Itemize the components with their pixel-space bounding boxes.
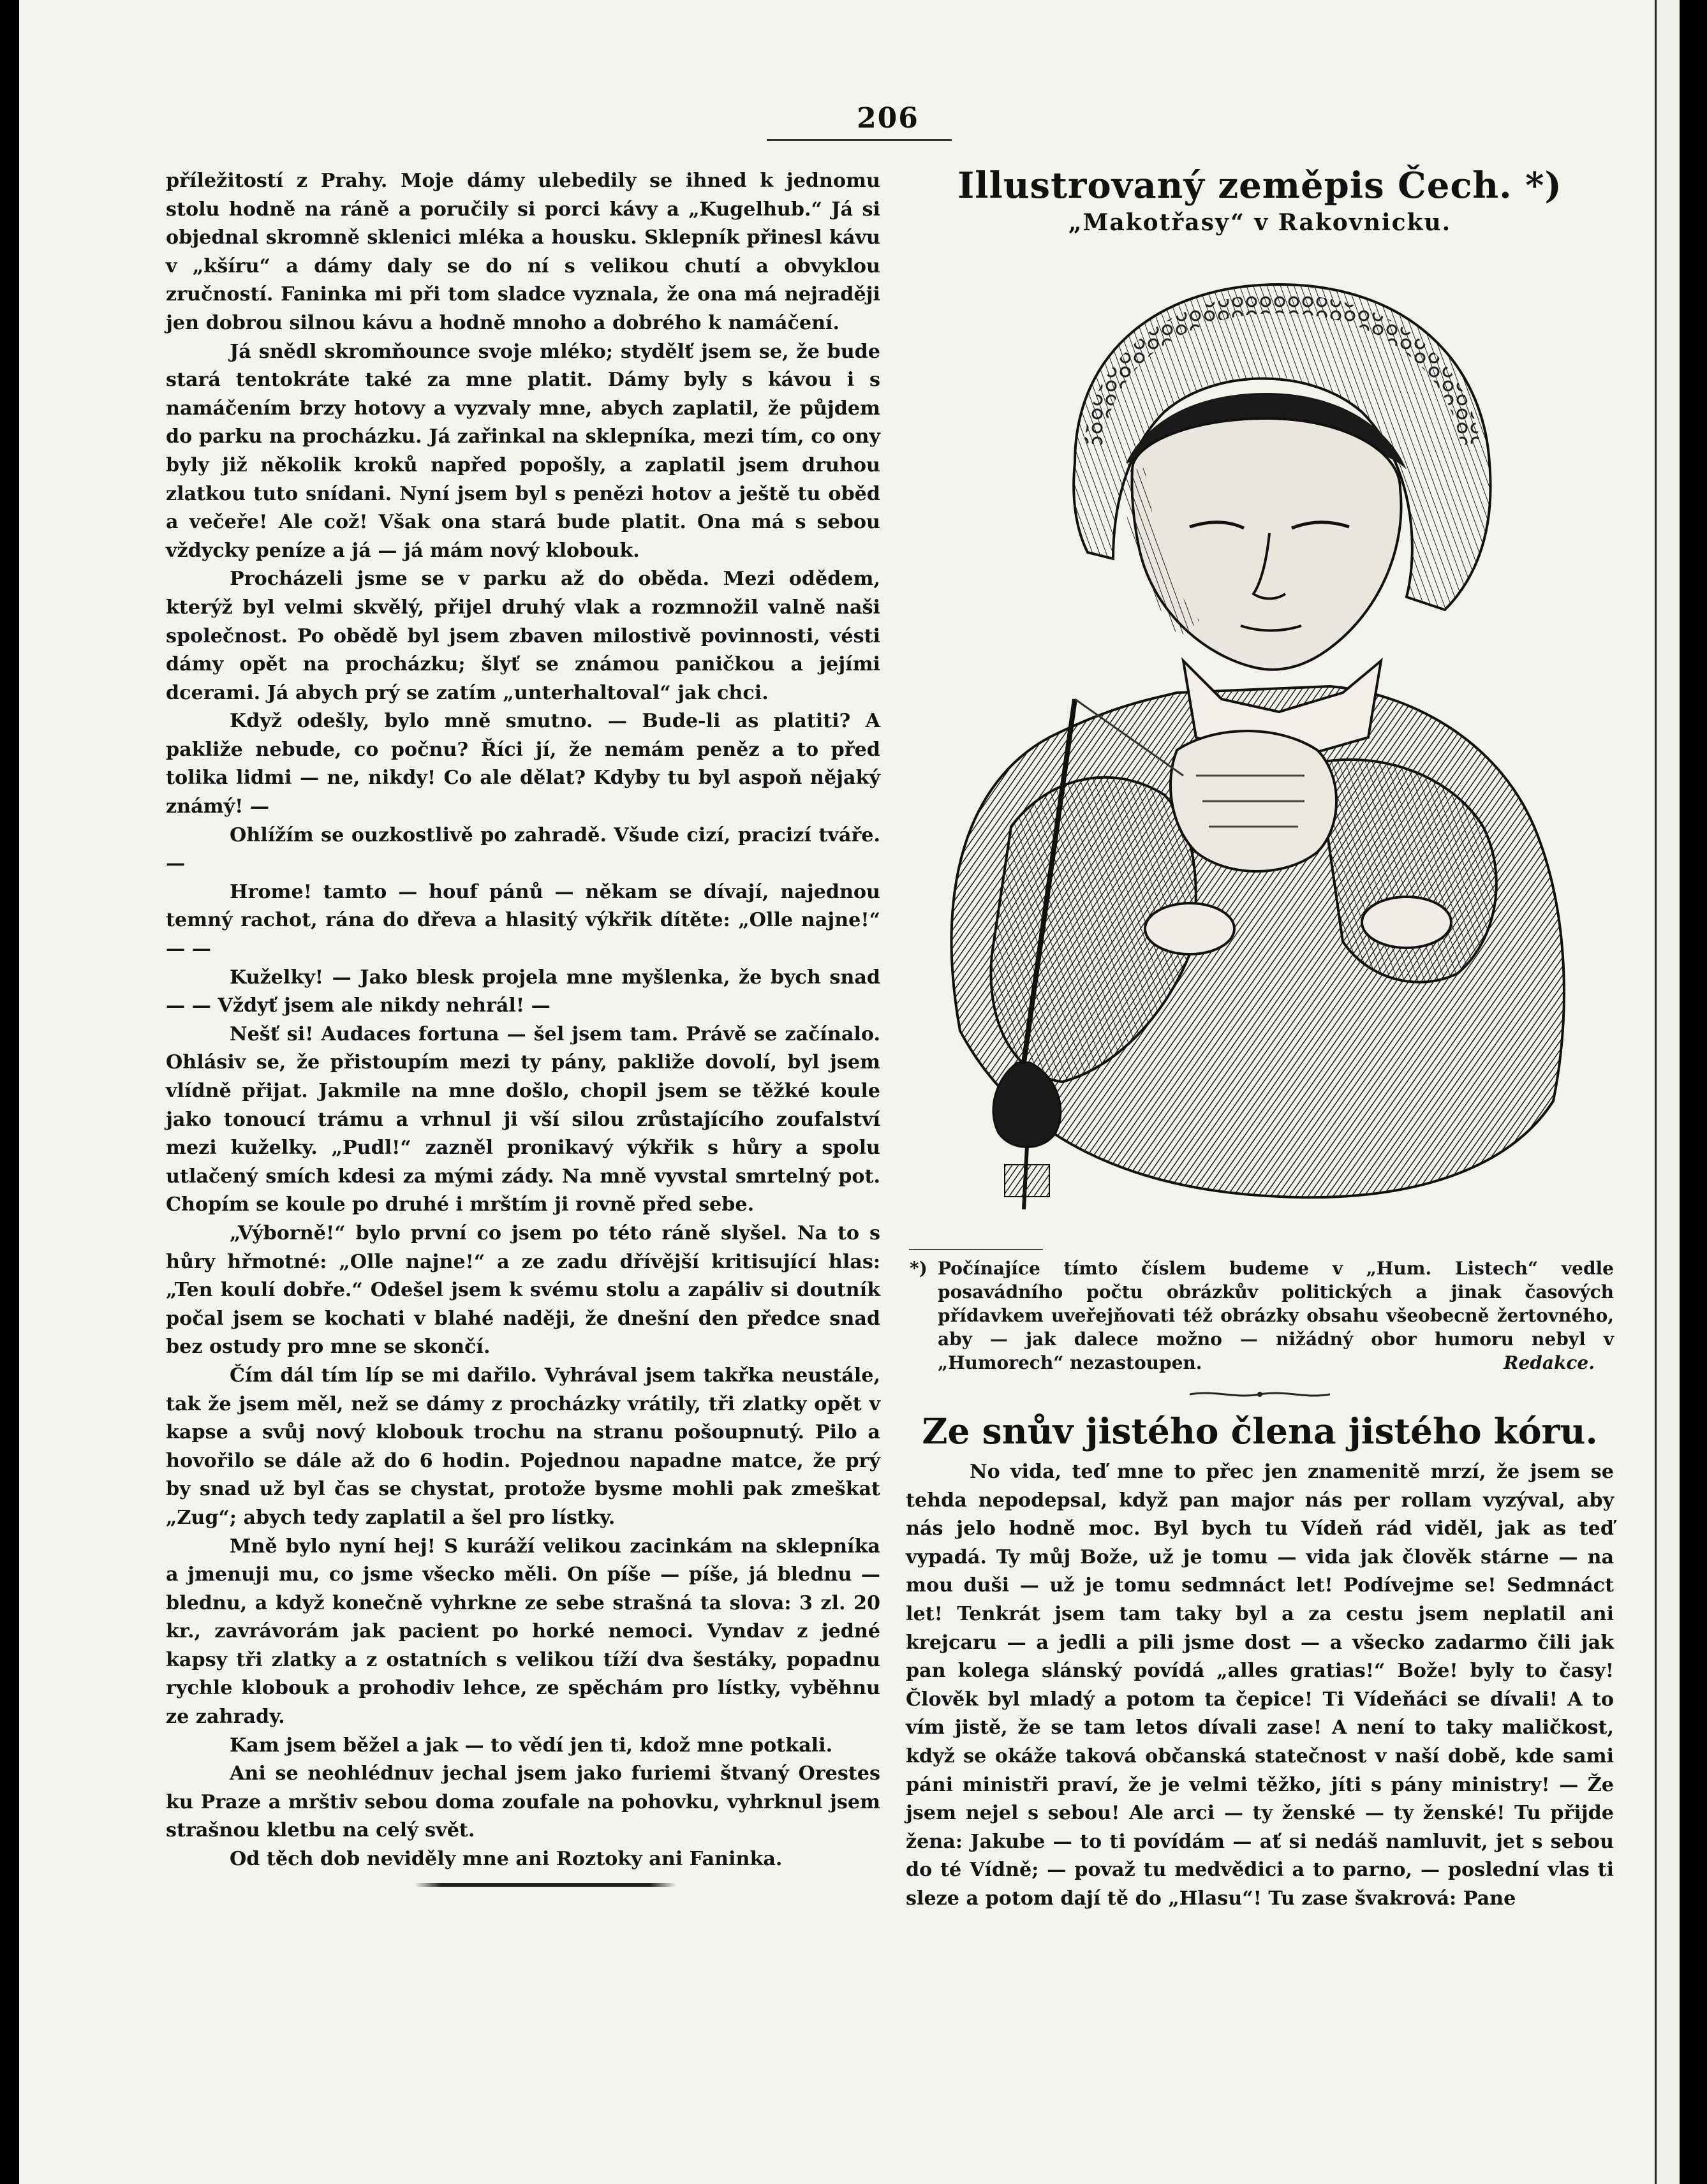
section-title: Illustrovaný zeměpis Čech. *) — [957, 165, 1562, 207]
story-paragraph: Kuželky! — Jako blesk projela mne myšlenka, že bych snad — — Vždyť jsem ale nikdy nehrál! — — [166, 966, 880, 1017]
story-paragraph: Nešť si! Audaces fortuna — šel jsem tam. Právě se začínalo. Ohlásiv se, že přistoupím mezi ty pány, pakliže dovolí, byl jsem vlídně přijat. Jakmile na mne došlo, chopil jsem se těžké koule jako tonoucí trámu a vrhnul ji vší silou zrůstajícího zoufalství mezi kuželky. „Pudl!“ zazněl pronikavý výkřik s hůry a spolu utlačený smích kdesi za mými zády. Na mně vyvstal smrtelný pot. Chopím se koule po druhé i mrštím ji rovně před sebe. — [166, 1022, 880, 1216]
story-paragraph: příležitostí z Prahy. Moje dámy ulebedily se ihned k jednomu stolu hodně na ráně a poručily si porci kávy a „Kugelhub.“ Já si objednal skromně sklenici mléka a housku. Sklepník přinesl kávu v „kšíru“ a dámy daly se do ní s velikou chutí a obvyklou zručností. Faninka mi při tom sladce vyznala, že ona má nejraději jen dobrou silnou kávu a hodně mnoho a dobrého k namáčení. — [166, 170, 880, 334]
end-ornament-rule — [415, 1883, 676, 1887]
story-paragraph: Ohlížím se ouzkostlivě po zahradě. Všude cizí, pracizí tváře. — — [166, 823, 880, 875]
left-column-story — [166, 167, 880, 1887]
article-title: Ze snův jistého člena jistého kóru. — [922, 1410, 1598, 1452]
story-paragraph: Mně bylo nyní hej! S kuráží velikou zacinkám na sklepníka a jmenuji mu, co jsme všecko měli. On píše — píše, já blednu — blednu, a když konečně vyhrkne ze sebe strašná ta slova: 3 zl. 20 kr., zavrávorám jak pacient po horké nemoci. Vyndav z jedné kapsy tři zlatky a z ostatních s velikou tíží dva šestáky, popadnu rychle klobouk a prohodiv lehce, ze spěchám pro lístky, vyběhnu ze zahrady. — [166, 1535, 880, 1729]
story-paragraph: Hrome! tamto — houf pánů — někam se dívají, najednou temný rachot, rána do dřeva a hlasitý výkřik dítěte: „Olle najne!“ — — — [166, 880, 880, 961]
footnote-signature: Redakce. — [1504, 1352, 1595, 1373]
footnote-mark: *) — [910, 1258, 927, 1279]
newspaper-page — [19, 0, 1671, 2184]
page-edge — [1655, 0, 1680, 2184]
story-paragraph: Ani se neohlédnuv jechal jsem jako furiemi štvaný Orestes ku Praze a mrštiv sebou doma zoufale na pohovku, vyhrknul jsem strašnou kletbu na celý svět. — [166, 1762, 880, 1842]
story-paragraph: Procházeli jsme se v parku až do oběda. Mezi odědem, kterýž byl velmi skvělý, přijel druhý vlak a rozmnožil valně naši společnost. Po obědě byl jsem zbaven milostivě povinnosti, vésti dámy opět na procházku; šlyť se známou paničkou a jejími dcerami. Já abych prý se zatím „unterhaltoval“ jak chci. — [166, 568, 880, 704]
spinning-woman-engraving — [922, 253, 1598, 1235]
ornamental-separator — [1190, 1390, 1330, 1399]
story-paragraph: Od těch dob neviděly mne ani Roztoky ani Faninka. — [230, 1848, 783, 1871]
section-subtitle: „Makotřasy“ v Rakovnicku. — [1068, 209, 1452, 236]
page-number: 206 — [857, 102, 919, 135]
footnote-text: Počínajíce tímto číslem budeme v „Hum. Listech“ vedle posavádního počtu obrázkův politických a jinak časových přídavkem uveřejňovati též obrázky obsahu všeobecně žertovného, aby — jak dalece možno — nižádný obor humoru nebyl v „Humorech“ nezastoupen. — [938, 1258, 1614, 1373]
right-column — [906, 159, 1614, 1914]
footnote-rule — [909, 1249, 1043, 1250]
story-paragraph: Já snědl skromňounce svoje mléko; stydělť jsem se, že bude stará tentokráte také za mne platit. Dámy byly s kávou i s namáčením brzy hotovy a vyzvaly mne, abych zaplatil, že půjdem do parku na procházku. Já zařinkal na sklepníka, mezi tím, co ony byly již několik kroků napřed popošly, a zaplatil jsem druhou zlatkou tuto snídani. Nyní jsem byl s penězi hotov a ještě tu oběd a večeře! Ale což! Však ona stará bude platit. Ona má s sebou vždycky peníze a já — já mám nový klobouk. — [166, 340, 880, 562]
article-body — [906, 1458, 1614, 1914]
story-paragraph: „Výborně!“ bylo první co jsem po této ráně slyšel. Na to s hůry hřmotné: „Olle najne!“ a ze zadu dřívější kritisující hlas: „Ten koulí dobře.“ Odešel jsem k svému stolu a zapáliv si doutník počal jsem se kochati v blahé naději, že dnešní den předce snad bez ostudy pro mne se skončí. — [166, 1221, 880, 1359]
story-paragraph: Kam jsem běžel a jak — to vědí jen ti, kdož mne potkali. — [230, 1734, 833, 1757]
article-paragraph: No vida, teď mne to přec jen znamenitě mrzí, že jsem se tehda nepodepsal, když pan major nás per rollam vyzýval, aby nás jelo hodně moc. Byl bych tu Vídeň rád viděl, jak as teď vypadá. Ty můj Bože, už je tomu — vida jak člověk stárne — na mou duši — už je tomu sedmnáct let! Podívejme se! Sedmnáct let! Tenkrát jsem tam taky byl a za cestu jsem neplatil ani krejcaru — a jedli a pili jsme dost — a všecko zadarmo čili jak pan kolega slánský povídá „alles gratias!“ Bože! byly to časy! Člověk byl mladý a potom ta čepice! Ti Vídeňáci se dívali! A to vím jistě, že se tam letos dívali zase! A není to taky maličkost, když se okáže taková občanská statečnost v naší době, kde sami páni ministři praví, že je velmi těžko, jíti s pány ministry! — Že jsem nejel s sebou! Ale arci — ty ženské — ty ženské! Tu přijde žena: Jakube — to ti povídám — ať si nedáš namluvit, jet s sebou do té Vídně; — považ tu medvědici a to parno, — poslední vlas ti sleze a potom dají tě do „Hlasu“! Tu zase švakrová: Pane — [906, 1461, 1614, 1910]
story-paragraph: Čím dál tím líp se mi dařilo. Vyhrával jsem takřka neustále, tak že jsem měl, než se dámy z procházky vrátily, tři zlatky opět v kapse a svůj nový klobouk trochu na stranu pošoupnutý. Pilo a hovořilo se dále až do 6 hodin. Pojednou napadne matce, že prý by snad už byl čas se chystat, protože bysme mohli pak zmeškat „Zug“; abych tedy zaplatil a šel pro lístky. — [166, 1364, 880, 1529]
page-number-rule — [767, 139, 952, 141]
editorial-footnote — [906, 1257, 1614, 1375]
story-paragraph: Když odešly, bylo mně smutno. — Bude-li as platiti? A pakliže nebude, co počnu? Říci jí, že nemám peněz a to před tolika lidmi — ne, nikdy! Co ale dělat? Kdyby tu byl aspoň nějaký známý! — — [166, 710, 880, 818]
